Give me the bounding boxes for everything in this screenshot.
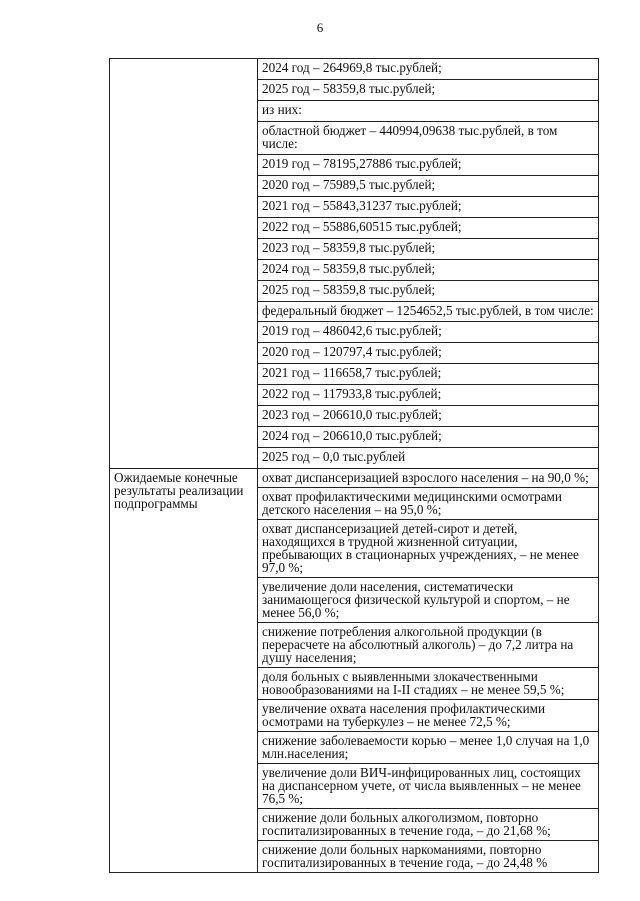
funding-line: областной бюджет – 440994,09638 тыс.рублей, в том числе: [258,122,598,155]
funding-line: 2020 год – 75989,5 тыс.рублей; [258,176,598,197]
funding-line: 2025 год – 58359,8 тыс.рублей; [258,80,598,101]
results-row [110,469,599,873]
subprogram-passport-table [109,58,599,873]
funding-line: 2023 год – 206610,0 тыс.рублей; [258,406,598,427]
funding-line: федеральный бюджет – 1254652,5 тыс.рублей, в том числе: [258,302,598,322]
funding-line: 2021 год – 55843,31237 тыс.рублей; [258,197,598,218]
page-number: 6 [316,20,324,35]
funding-line: 2019 год – 78195,27886 тыс.рублей; [258,155,598,176]
result-item: снижение потребления алкогольной продукции (в перерасчете на абсолютный алкоголь) – до 7,2 литра на душу населения; [258,623,598,668]
funding-line: 2020 год – 120797,4 тыс.рублей; [258,343,598,364]
result-item: доля больных с выявленными злокачественными новообразованиями на I-II стадиях – не менее 59,5 %; [258,668,598,700]
result-item: снижение доли больных алкоголизмом, повторно госпитализированных в течение года, – до 21,68 %; [258,809,598,841]
result-item: снижение доли больных наркоманиями, повторно госпитализированных в течение года, – до 24,48 % [262,842,548,870]
result-item: охват диспансеризацией детей-сирот и детей, находящихся в трудной жизненной ситуации, пребывающих в стационарных учреждениях, – не менее 97,0 %; [258,520,598,578]
funding-label-cell [110,59,258,469]
result-item: увеличение охвата населения профилактическими осмотрами на туберкулез – не менее 72,5 %; [258,700,598,732]
funding-line: 2022 год – 117933,8 тыс.рублей; [258,385,598,406]
funding-line: из них: [258,101,598,122]
funding-line: 2024 год – 58359,8 тыс.рублей; [258,260,598,281]
funding-line: 2021 год – 116658,7 тыс.рублей; [258,364,598,385]
funding-value-cell [258,59,599,469]
result-item: увеличение доли населения, систематически занимающегося физической культурой и спортом, – не менее 56,0 %; [258,578,598,623]
funding-line: 2025 год – 0,0 тыс.рублей [262,449,406,464]
funding-line: 2023 год – 58359,8 тыс.рублей; [258,239,598,260]
funding-line: 2024 год – 206610,0 тыс.рублей; [258,427,598,448]
result-item: увеличение доли ВИЧ-инфицированных лиц, состоящих на диспансерном учете, от числа выявленных – не менее 76,5 %; [258,764,598,809]
funding-row [110,59,599,469]
result-item: охват диспансеризацией взрослого населения – на 90,0 %; [258,469,598,488]
result-item: охват профилактическими медицинскими осмотрами детского населения – на 95,0 %; [258,488,598,520]
results-label: Ожидаемые конечные результаты реализации подпрограммы [110,469,258,873]
results-value-cell [258,469,599,873]
funding-line: 2019 год – 486042,6 тыс.рублей; [258,322,598,343]
result-item: снижение заболеваемости корью – менее 1,0 случая на 1,0 млн.населения; [258,732,598,764]
funding-line: 2022 год – 55886,60515 тыс.рублей; [258,218,598,239]
funding-line: 2025 год – 58359,8 тыс.рублей; [258,281,598,302]
funding-line: 2024 год – 264969,8 тыс.рублей; [258,59,598,80]
